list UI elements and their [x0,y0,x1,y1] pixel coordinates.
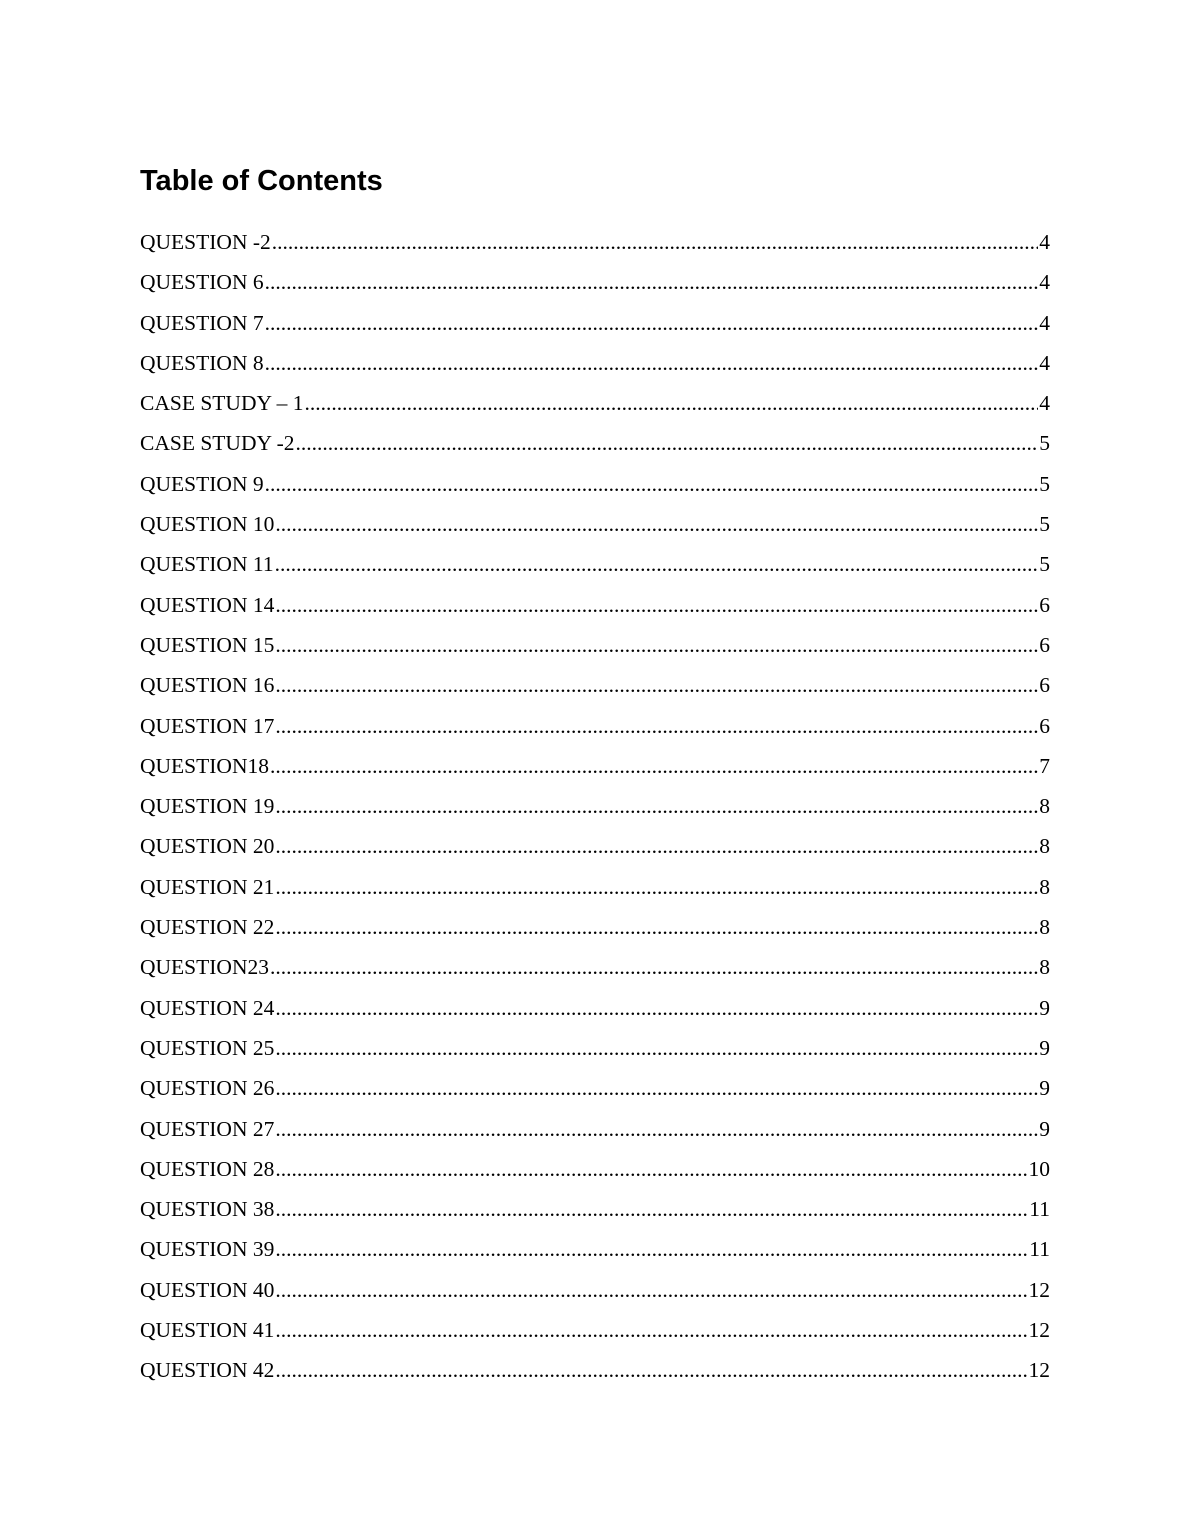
toc-entry-label: QUESTION 28 [140,1156,275,1181]
toc-page-number: 4 [1039,230,1050,254]
toc-page-number: 6 [1039,632,1050,657]
toc-page-number: 11 [1029,1237,1050,1262]
toc-entry[interactable] [140,1310,1050,1350]
toc-entry-label: QUESTION 10 [140,512,275,537]
toc-dot-leader [275,907,1038,947]
toc-entry-label: QUESTION 14 [140,592,275,617]
toc-page-number: 12 [1028,1277,1050,1302]
toc-entry[interactable] [140,746,1050,786]
toc-entry[interactable] [140,504,1050,544]
toc-entry[interactable] [140,423,1050,463]
toc-page-number: 8 [1039,955,1050,980]
toc-entry[interactable] [140,464,1050,504]
toc-entry[interactable] [140,1189,1050,1229]
toc-page-number: 10 [1028,1156,1050,1181]
toc-entry-label: CASE STUDY – 1 [140,391,304,416]
toc-dot-leader [275,786,1038,826]
toc-entry[interactable] [140,907,1050,947]
toc-dot-leader [275,625,1038,665]
toc-entry[interactable] [140,1149,1050,1189]
toc-dot-leader [275,988,1038,1028]
toc-entry-label: QUESTION 8 [140,350,264,375]
toc-entry[interactable] [140,947,1050,987]
toc-page-number: 9 [1039,995,1050,1020]
toc-entry[interactable] [140,665,1050,705]
toc-page-number: 11 [1029,1197,1050,1222]
toc-entry-label: QUESTION 27 [140,1116,275,1141]
toc-dot-leader [275,585,1038,625]
toc-page-number: 6 [1039,592,1050,617]
toc-dot-leader [304,383,1038,423]
toc-entry-label: QUESTION 21 [140,874,275,899]
toc-dot-leader [275,1109,1038,1149]
toc-entry[interactable] [140,786,1050,826]
toc-entry[interactable] [140,1350,1050,1390]
toc-entry[interactable] [140,826,1050,866]
toc-entry-label: QUESTION 24 [140,995,275,1020]
toc-dot-leader [275,867,1038,907]
toc-list [140,222,1050,1391]
toc-dot-leader [275,1068,1038,1108]
toc-entry[interactable] [140,988,1050,1028]
toc-entry-label: QUESTION 22 [140,915,275,940]
toc-entry[interactable] [140,1229,1050,1269]
toc-dot-leader [265,303,1039,343]
toc-entry-label: QUESTION 26 [140,1076,275,1101]
toc-entry-label: QUESTION -2 [140,230,271,254]
toc-dot-leader [275,1229,1028,1269]
toc-entry-label: QUESTION 16 [140,673,275,698]
toc-dot-leader [275,544,1039,584]
toc-dot-leader [265,343,1039,383]
toc-entry[interactable] [140,343,1050,383]
toc-entry-label: QUESTION 7 [140,310,264,335]
toc-dot-leader [275,1189,1028,1229]
toc-entry[interactable] [140,544,1050,584]
toc-dot-leader [275,1350,1027,1390]
toc-entry-label: QUESTION 25 [140,1035,275,1060]
toc-page-number: 7 [1039,753,1050,778]
toc-entry[interactable] [140,625,1050,665]
toc-entry-label: QUESTION 6 [140,270,264,295]
toc-page-number: 4 [1039,391,1050,416]
toc-entry-label: QUESTION23 [140,955,269,980]
toc-entry[interactable] [140,1109,1050,1149]
toc-dot-leader [275,1149,1027,1189]
toc-entry[interactable] [140,1270,1050,1310]
toc-dot-leader [270,947,1038,987]
toc-entry-label: QUESTION 19 [140,794,275,819]
toc-page-number: 6 [1039,713,1050,738]
toc-page-number: 9 [1039,1116,1050,1141]
toc-title: Table of Contents [140,165,383,197]
toc-entry[interactable] [140,585,1050,625]
toc-entry-label: QUESTION 11 [140,552,274,577]
toc-page-number: 4 [1039,350,1050,375]
toc-page-number: 4 [1039,310,1050,335]
toc-dot-leader [265,262,1039,302]
toc-dot-leader [275,706,1038,746]
toc-entry-label: QUESTION 40 [140,1277,275,1302]
toc-page-number: 9 [1039,1035,1050,1060]
toc-entry[interactable] [140,1068,1050,1108]
toc-page-number: 8 [1039,834,1050,859]
toc-page-number: 5 [1039,552,1050,577]
toc-entry-label: QUESTION 42 [140,1358,275,1383]
toc-page-number: 4 [1039,270,1050,295]
toc-dot-leader [270,746,1038,786]
toc-entry[interactable] [140,1028,1050,1068]
toc-entry[interactable] [140,383,1050,423]
toc-page-number: 9 [1039,1076,1050,1101]
toc-dot-leader [275,504,1038,544]
toc-entry[interactable] [140,303,1050,343]
toc-dot-leader [275,1310,1027,1350]
toc-entry-label: QUESTION 38 [140,1197,275,1222]
toc-entry[interactable] [140,867,1050,907]
toc-dot-leader [275,826,1038,866]
toc-entry-label: CASE STUDY -2 [140,431,295,456]
toc-page-number: 8 [1039,794,1050,819]
toc-entry-label: QUESTION 41 [140,1318,275,1343]
toc-entry-label: QUESTION 15 [140,632,275,657]
toc-dot-leader [275,1270,1027,1310]
toc-entry-label: QUESTION 20 [140,834,275,859]
toc-page-number: 5 [1039,431,1050,456]
toc-page-number: 8 [1039,874,1050,899]
toc-entry[interactable] [140,706,1050,746]
toc-page-number: 12 [1028,1318,1050,1343]
toc-entry-label: QUESTION 17 [140,713,275,738]
toc-dot-leader [296,423,1039,463]
toc-page-number: 8 [1039,915,1050,940]
toc-entry[interactable] [140,222,1050,262]
toc-page-number: 5 [1039,471,1050,496]
toc-dot-leader [272,222,1038,262]
toc-dot-leader [265,464,1039,504]
toc-entry-label: QUESTION 39 [140,1237,275,1262]
toc-page-number: 6 [1039,673,1050,698]
toc-entry-label: QUESTION18 [140,753,269,778]
toc-dot-leader [275,1028,1038,1068]
toc-page-number: 12 [1028,1358,1050,1383]
toc-dot-leader [275,665,1038,705]
toc-entry[interactable] [140,262,1050,302]
toc-page-number: 5 [1039,512,1050,537]
toc-entry-label: QUESTION 9 [140,471,264,496]
